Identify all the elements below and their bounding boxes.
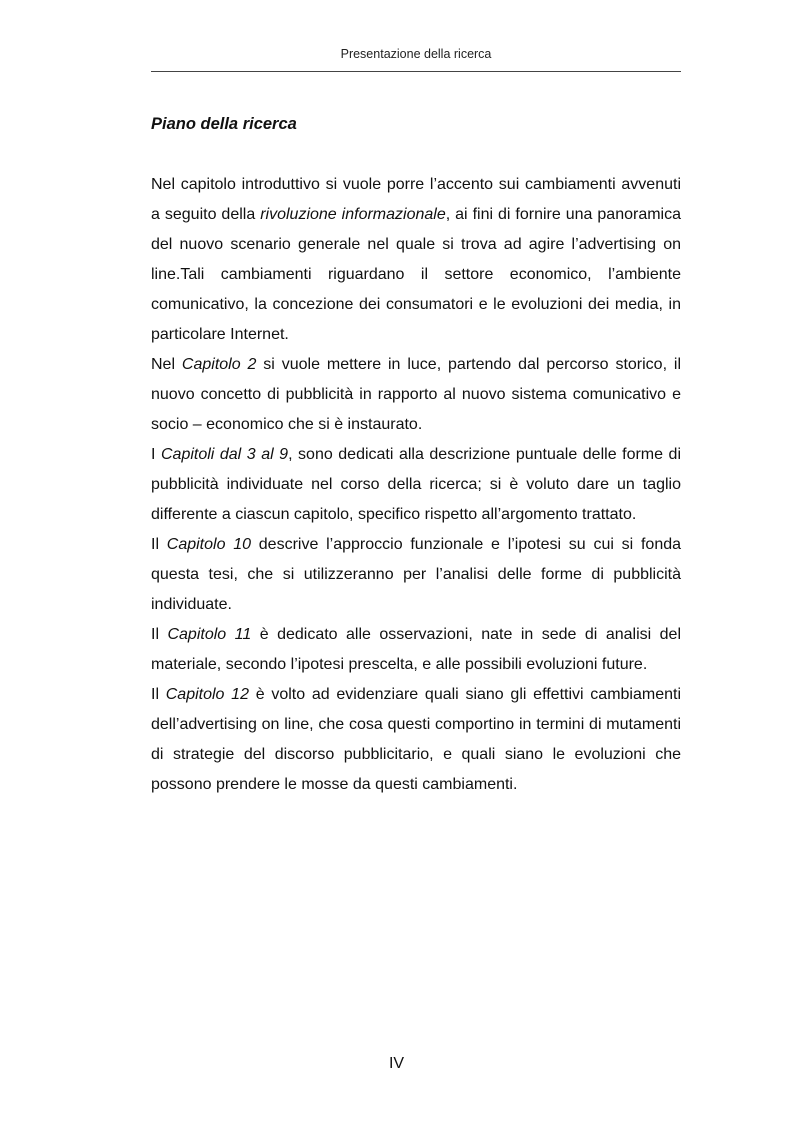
emphasis: rivoluzione informazionale xyxy=(260,206,446,223)
paragraph-chapter-10: Il Capitolo 10 descrive l’approccio funzionale e l’ipotesi su cui si fonda questa tesi, che si utilizzeranno per l’analisi delle forme di pubblicità individuate. xyxy=(151,536,682,613)
paragraph-intro: Nel capitolo introduttivo si vuole porre l’accento sui cambiamenti avvenuti a seguito della rivoluzione informazionale, ai fini di fornire una panoramica del nuovo scenario generale nel quale si trova ad agire l’advertising on line.Tali cambiamenti riguardano il settore economico, l’ambiente comunicativo, la concezione dei consumatori e le evoluzioni dei media, in particolare Internet. xyxy=(151,176,682,343)
chapter-reference: Capitoli dal 3 al 9 xyxy=(160,446,289,463)
paragraph-chapter-12: Il Capitolo 12 è volto ad evidenziare quali siano gli effettivi cambiamenti dell’advertising on line, che cosa questi comportino in termini di mutamenti di strategie del discorso pubblicitario, e quali siano le evoluzioni che possono prendere le mosse da questi cambiamenti. xyxy=(151,686,681,793)
paragraph-chapters-3-9: I Capitoli dal 3 al 9, sono dedicati alla descrizione puntuale delle forme di pubblicità individuate nel corso della ricerca; si è voluto dare un taglio differente a ciascun capitolo, specifico rispetto all’argomento trattato. xyxy=(151,446,682,523)
chapter-reference: Capitolo 11 xyxy=(167,626,252,643)
paragraph-chapter-11: Il Capitolo 11 è dedicato alle osservazioni, nate in sede di analisi del materiale, secondo l’ipotesi prescelta, e alle possibili evoluzioni future. xyxy=(151,626,681,673)
header-rule xyxy=(151,71,681,72)
chapter-reference: Capitolo 10 xyxy=(166,536,252,553)
section-title: Piano della ricerca xyxy=(151,115,297,133)
paragraph-chapter-2: Nel Capitolo 2 si vuole mettere in luce, partendo dal percorso storico, il nuovo concetto di pubblicità in rapporto al nuovo sistema comunicativo e socio – economico che si è instaurato. xyxy=(151,356,682,433)
body-text xyxy=(151,170,681,800)
chapter-reference: Capitolo 12 xyxy=(165,686,249,703)
page-number: IV xyxy=(388,1055,405,1072)
chapter-reference: Capitolo 2 xyxy=(181,356,257,373)
running-header: Presentazione della ricerca xyxy=(340,47,492,61)
